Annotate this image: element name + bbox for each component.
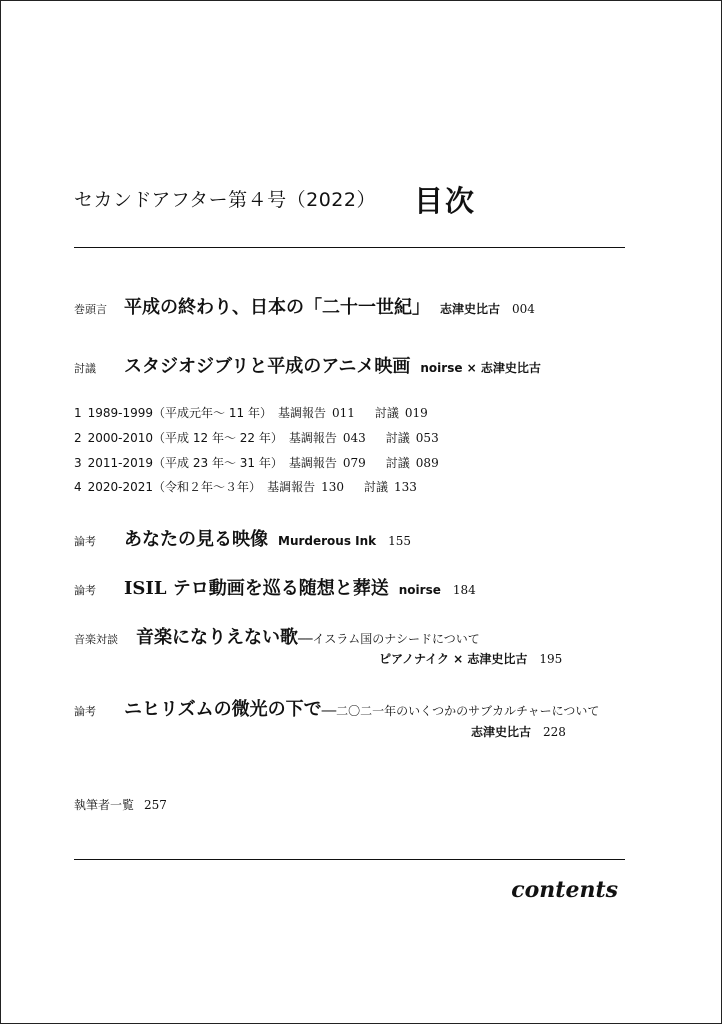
- contributors-entry[interactable]: [74, 796, 167, 813]
- discussion-label: 討議: [385, 456, 410, 470]
- report-label: 基調報告: [267, 480, 316, 494]
- entry-page: 004: [512, 302, 535, 316]
- discussion-label: 討議: [374, 406, 399, 420]
- session-years: 1989-1999（平成元年～ 11 年）: [87, 406, 272, 420]
- entry-page: 184: [452, 583, 476, 597]
- entry-author: ピアノナイク × 志津史比古: [379, 652, 528, 666]
- entry-category: 論考: [74, 535, 96, 548]
- toc-entry-essay[interactable]: [74, 574, 476, 600]
- report-label: 基調報告: [288, 456, 337, 470]
- entry-page: 228: [543, 725, 566, 739]
- contributors-page: 257: [144, 798, 167, 812]
- report-page: 043: [342, 431, 366, 445]
- report-label: 基調報告: [277, 406, 326, 420]
- entry-category: 巻頭言: [74, 303, 107, 316]
- entry-title: ニヒリズムの微光の下で: [124, 699, 322, 720]
- discussion-label: 討議: [363, 480, 388, 494]
- entry-title: あなたの見る映像: [124, 529, 268, 550]
- bottom-divider: [74, 859, 625, 860]
- report-page: 079: [342, 456, 366, 470]
- entry-title: 音楽になりえない歌: [136, 627, 298, 648]
- toc-entry-preface[interactable]: [74, 293, 535, 319]
- contents-label: contents: [511, 877, 618, 903]
- entry-page: 195: [539, 652, 563, 666]
- entry-category: 論考: [74, 584, 96, 597]
- toc-entry-essay[interactable]: [74, 695, 599, 721]
- entry-category: 音楽対談: [74, 633, 118, 646]
- session-row[interactable]: [74, 404, 434, 421]
- discussion-label: 討議: [385, 431, 410, 445]
- discussion-page: 053: [415, 431, 439, 445]
- entry-subtitle: ──二〇二一年のいくつかのサブカルチャーについて: [321, 704, 600, 718]
- entry-author: noirse × 志津史比古: [420, 361, 541, 375]
- entry-subtitle: ──イスラム国のナシードについて: [298, 632, 480, 646]
- entry-author: 志津史比古: [471, 725, 532, 739]
- entry-byline: [379, 650, 562, 667]
- session-years: 2020-2021（令和２年～３年）: [87, 480, 262, 494]
- entry-author: noirse: [398, 583, 441, 597]
- session-number: 3: [74, 456, 82, 470]
- discussion-page: 133: [394, 480, 417, 494]
- entry-page: 155: [388, 534, 412, 548]
- session-number: 4: [74, 480, 82, 494]
- session-row[interactable]: [74, 429, 445, 446]
- session-row[interactable]: [74, 478, 423, 495]
- entry-author: 志津史比古: [440, 302, 501, 316]
- session-row[interactable]: [74, 454, 445, 471]
- entry-title: 平成の終わり、日本の「二十一世紀」: [124, 297, 430, 318]
- top-divider: [74, 247, 625, 248]
- entry-category: 討議: [74, 362, 96, 375]
- entry-byline: [471, 723, 566, 740]
- session-years: 2011-2019（平成 23 年～ 31 年）: [87, 456, 283, 470]
- entry-title: スタジオジブリと平成のアニメ映画: [124, 356, 411, 377]
- toc-entry-discussion[interactable]: [74, 352, 553, 378]
- discussion-page: 019: [404, 406, 428, 420]
- report-label: 基調報告: [288, 431, 337, 445]
- session-number: 1: [74, 406, 82, 420]
- session-number: 2: [74, 431, 82, 445]
- issue-title: セカンドアフター第４号（2022）: [74, 189, 376, 211]
- entry-author: Murderous Ink: [278, 534, 377, 548]
- report-page: 011: [331, 406, 355, 420]
- entry-category: 論考: [74, 705, 96, 718]
- entry-title: ISIL テロ動画を巡る随想と葬送: [124, 578, 389, 599]
- report-page: 130: [321, 480, 344, 494]
- toc-entry-essay[interactable]: [74, 525, 411, 551]
- contributors-label: 執筆者一覧: [74, 798, 135, 812]
- discussion-page: 089: [415, 456, 439, 470]
- toc-entry-music-dialogue[interactable]: [74, 623, 480, 649]
- page-title: 目次: [414, 184, 477, 218]
- session-years: 2000-2010（平成 12 年～ 22 年）: [87, 431, 283, 445]
